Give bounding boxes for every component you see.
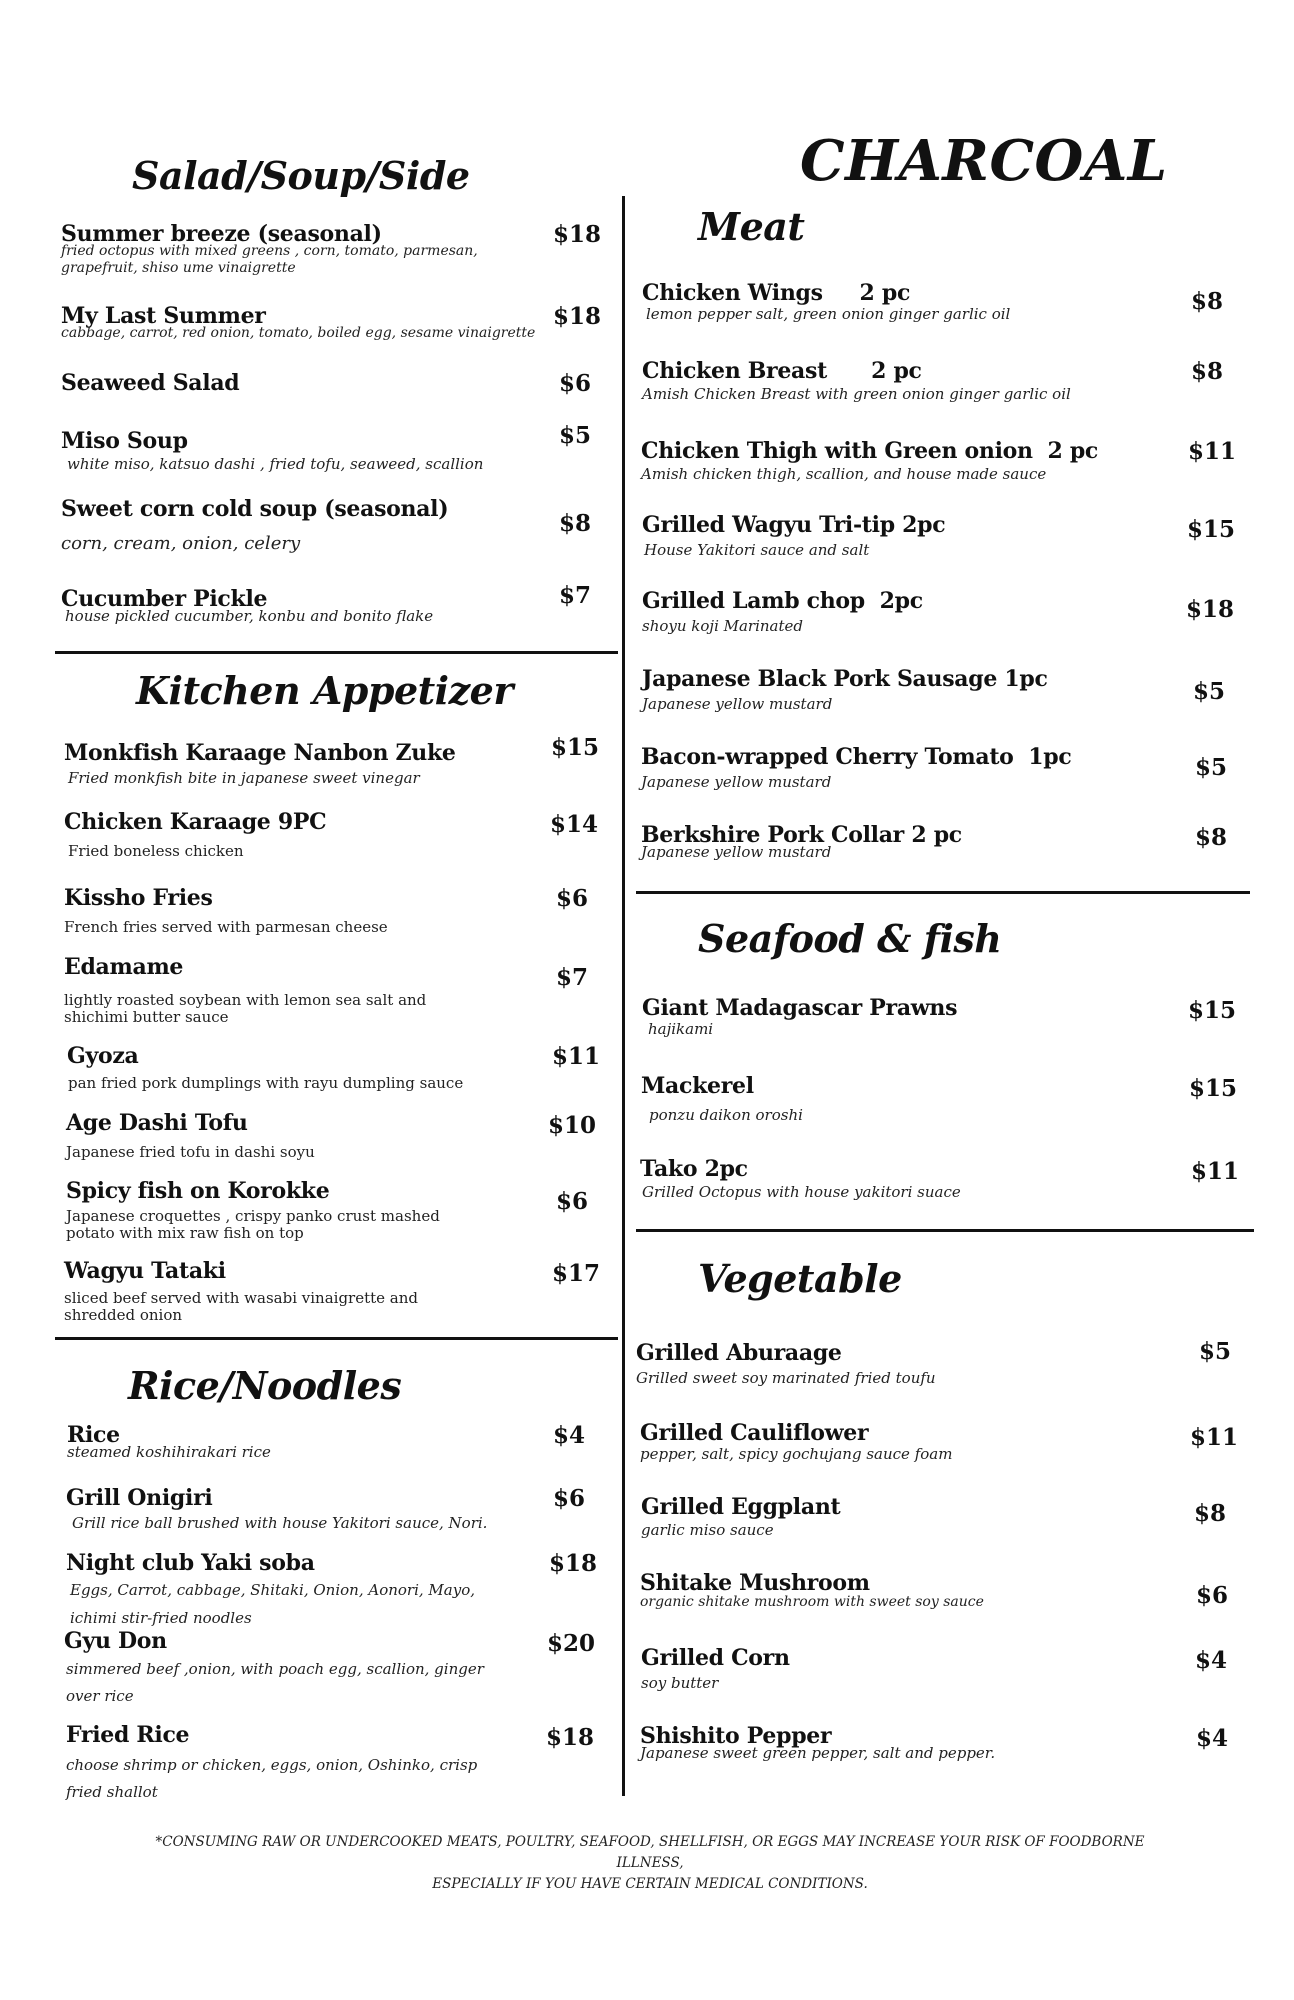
disclaimer-line-2: ESPECIALLY IF YOU HAVE CERTAIN MEDICAL CONDITIONS. [432,1876,868,1892]
menu-item [636,1338,1246,1387]
menu-item [64,954,604,1030]
item-name: Cucumber Pickle [61,586,268,612]
item-price: $15 [1188,997,1237,1024]
item-description: Japanese yellow mustard [641,773,832,791]
menu-item [641,438,1241,482]
item-description: cabbage, carrot, red onion, tomato, boiled egg, sesame vinaigrette [61,325,536,341]
item-price: $6 [556,1188,589,1215]
disclaimer-line-1: *CONSUMING RAW OR UNDERCOOKED MEATS, POULTRY, SEAFOOD, SHELLFISH, OR EGGS MAY INCREASE YOUR RISK OF FOODBORNE ILLNESS, [155,1834,1145,1871]
item-price: $5 [1199,1338,1232,1365]
item-price: $14 [550,811,599,838]
item-price: $6 [559,370,592,397]
item-name: Shitake Mushroom [640,1570,870,1596]
item-description: house pickled cucumber, konbu and bonito flake [65,607,434,625]
item-description: Grilled sweet soy marinated fried toufu [636,1369,936,1387]
menu-item [642,666,1242,713]
item-price: $18 [546,1724,595,1751]
item-name: Chicken Thigh with Green onion 2 pc [641,438,1099,464]
section-heading-meat: Meat [698,204,805,249]
item-name: Shishito Pepper [640,1723,832,1749]
item-description: Japanese fried tofu in dashi soyu [66,1143,315,1161]
item-name: Seaweed Salad [61,370,240,396]
item-name: Spicy fish on Korokke [66,1178,330,1204]
section-heading-rice: Rice/Noodles [128,1363,402,1408]
item-name: Bacon-wrapped Cherry Tomato 1pc [641,744,1072,770]
menu-item [64,809,604,859]
item-price: $7 [556,964,589,991]
menu-item [64,1628,604,1705]
item-description: shoyu koji Marinated [642,617,804,635]
item-description: choose shrimp or chicken, eggs, onion, Oshinko, crisp fried shallot [66,1756,478,1801]
divider-meat-seafood [636,891,1250,894]
item-name: Grill Onigiri [66,1485,213,1511]
item-name: Miso Soup [61,428,188,454]
item-description: Fried boneless chicken [68,842,244,860]
item-price: $15 [551,734,600,761]
menu-item [64,734,604,787]
divider-appetizer-rice [55,1337,618,1340]
menu-item [61,582,601,630]
item-description: Fried monkfish bite in japanese sweet vinegar [68,769,420,787]
menu-item [641,1645,1241,1692]
item-description: House Yakitori sauce and salt [644,541,870,559]
disclaimer [150,1832,1150,1895]
menu-item [66,1485,606,1532]
item-name: My Last Summer [61,303,266,329]
menu-item [641,1494,1241,1538]
item-name: Japanese Black Pork Sausage 1pc [642,666,1048,692]
divider-salad-appetizer [55,651,618,654]
item-description: Amish chicken thigh, scallion, and house made sauce [641,465,1047,483]
divider-seafood-vegetable [636,1229,1254,1232]
item-name: Night club Yaki soba [66,1550,315,1576]
item-name: Gyoza [67,1043,139,1069]
section-heading-salad: Salad/Soup/Side [132,153,470,198]
item-description: hajikami [648,1020,714,1038]
item-description: Japanese yellow mustard [642,695,833,713]
item-price: $15 [1189,1075,1238,1102]
item-description: ponzu daikon oroshi [649,1106,803,1124]
item-name: Sweet corn cold soup (seasonal) [61,496,449,522]
menu-item [61,221,601,281]
item-description: fried octopus with mixed greens , corn, tomato, parmesan, grapefruit, shiso ume vinaigrette [61,243,478,276]
item-name: Grilled Eggplant [641,1494,841,1520]
item-name: Giant Madagascar Prawns [642,995,958,1021]
item-price: $20 [547,1630,596,1657]
item-description: corn, cream, onion, celery [61,533,301,554]
menu-item [642,358,1242,402]
menu-item [640,1156,1240,1200]
menu-item [640,1723,1240,1767]
item-description: Amish Chicken Breast with green onion ginger garlic oil [642,385,1071,403]
menu-item [61,370,601,400]
item-price: $11 [552,1043,601,1070]
item-name: Berkshire Pork Collar 2 pc [641,822,962,848]
menu-item [641,744,1241,791]
item-price: $5 [559,422,592,449]
item-name: Rice [67,1422,120,1448]
item-name: Fried Rice [66,1722,190,1748]
item-name: Grilled Corn [641,1645,790,1671]
menu-item [64,885,604,936]
item-price: $8 [1191,288,1224,315]
item-name: Gyu Don [64,1628,167,1654]
item-description: simmered beef ,onion, with poach egg, scallion, ginger over rice [66,1660,484,1705]
item-name: Grilled Lamb chop 2pc [642,588,923,614]
item-name: Edamame [64,954,184,980]
item-name: Monkfish Karaage Nanbon Zuke [64,740,456,766]
item-description: Grill rice ball brushed with house Yakitori sauce, Nori. [72,1514,488,1532]
item-price: $11 [1191,1158,1240,1185]
item-description: white miso, katsuo dashi , fried tofu, seaweed, scallion [67,455,484,473]
menu-item [67,1043,607,1092]
item-price: $6 [1196,1582,1229,1609]
item-name: Summer breeze (seasonal) [61,221,382,247]
menu-item [67,1422,607,1466]
menu-item [642,995,1242,1039]
item-price: $18 [549,1550,598,1577]
menu-item [66,1550,606,1627]
section-heading-appetizer: Kitchen Appetizer [136,668,513,713]
item-price: $8 [1195,824,1228,851]
section-heading-seafood: Seafood & fish [698,916,1002,961]
item-description: Japanese croquettes , crispy panko crust mashed potato with mix raw fish on top [66,1207,440,1242]
menu-item [642,512,1242,559]
item-name: Mackerel [641,1073,754,1099]
item-price: $15 [1187,516,1236,543]
menu-item [642,280,1242,324]
item-price: $4 [1195,1647,1228,1674]
section-heading-vegetable: Vegetable [698,1256,902,1301]
item-description: steamed koshihirakari rice [67,1443,271,1461]
menu-item [640,1420,1240,1464]
item-name: Age Dashi Tofu [66,1110,248,1136]
item-price: $5 [1193,678,1226,705]
item-name: Grilled Cauliflower [640,1420,869,1446]
menu-item [641,1073,1241,1123]
menu-item [642,588,1242,635]
item-price: $8 [1191,358,1224,385]
item-name: Chicken Wings 2 pc [642,280,911,306]
item-price: $8 [1194,1500,1227,1527]
item-price: $18 [1186,596,1235,623]
item-price: $10 [548,1112,597,1139]
menu-item [641,822,1241,866]
item-description: lemon pepper salt, green onion ginger garlic oil [646,305,1011,323]
menu-item [61,303,601,343]
item-description: garlic miso sauce [641,1521,774,1539]
menu-item [66,1178,606,1244]
item-description: soy butter [641,1674,719,1692]
item-description: Japanese sweet green pepper, salt and pepper. [640,1744,996,1762]
item-price: $18 [553,303,602,330]
menu-item [640,1570,1240,1614]
item-price: $6 [556,885,589,912]
item-price: $18 [553,221,602,248]
item-name: Kissho Fries [64,885,213,911]
item-description: sliced beef served with wasabi vinaigrette and shredded onion [64,1289,418,1324]
item-price: $4 [553,1422,586,1449]
item-name: Grilled Wagyu Tri-tip 2pc [642,512,946,538]
item-name: Chicken Breast 2 pc [642,358,922,384]
item-description: organic shitake mushroom with sweet soy sauce [640,1594,984,1610]
column-divider [622,196,625,1796]
menu-item [61,496,601,556]
menu-item [61,422,601,473]
item-price: $6 [553,1485,586,1512]
item-description: pepper, salt, spicy gochujang sauce foam [640,1445,953,1463]
item-name: Tako 2pc [640,1156,748,1182]
item-description: pan fried pork dumplings with rayu dumpling sauce [68,1074,464,1092]
menu-item [66,1110,606,1161]
item-price: $11 [1190,1424,1239,1451]
item-price: $11 [1188,438,1237,465]
item-price: $4 [1196,1725,1229,1752]
item-name: Grilled Aburaage [636,1340,842,1366]
item-description: Japanese yellow mustard [641,843,832,861]
item-price: $5 [1195,754,1228,781]
item-price: $17 [552,1260,601,1287]
item-description: Grilled Octopus with house yakitori suace [642,1183,961,1201]
item-description: lightly roasted soybean with lemon sea salt and shichimi butter sauce [64,991,427,1026]
item-name: Wagyu Tataki [64,1258,226,1284]
menu-item [66,1722,606,1801]
menu-item [64,1258,604,1324]
page-title: CHARCOAL [800,128,1168,194]
item-description: Eggs, Carrot, cabbage, Shitaki, Onion, Aonori, Mayo, ichimi stir-fried noodles [70,1581,475,1627]
item-name: Chicken Karaage 9PC [64,809,327,835]
item-price: $7 [559,582,592,609]
item-price: $8 [559,510,592,537]
item-description: French fries served with parmesan cheese [64,918,388,936]
